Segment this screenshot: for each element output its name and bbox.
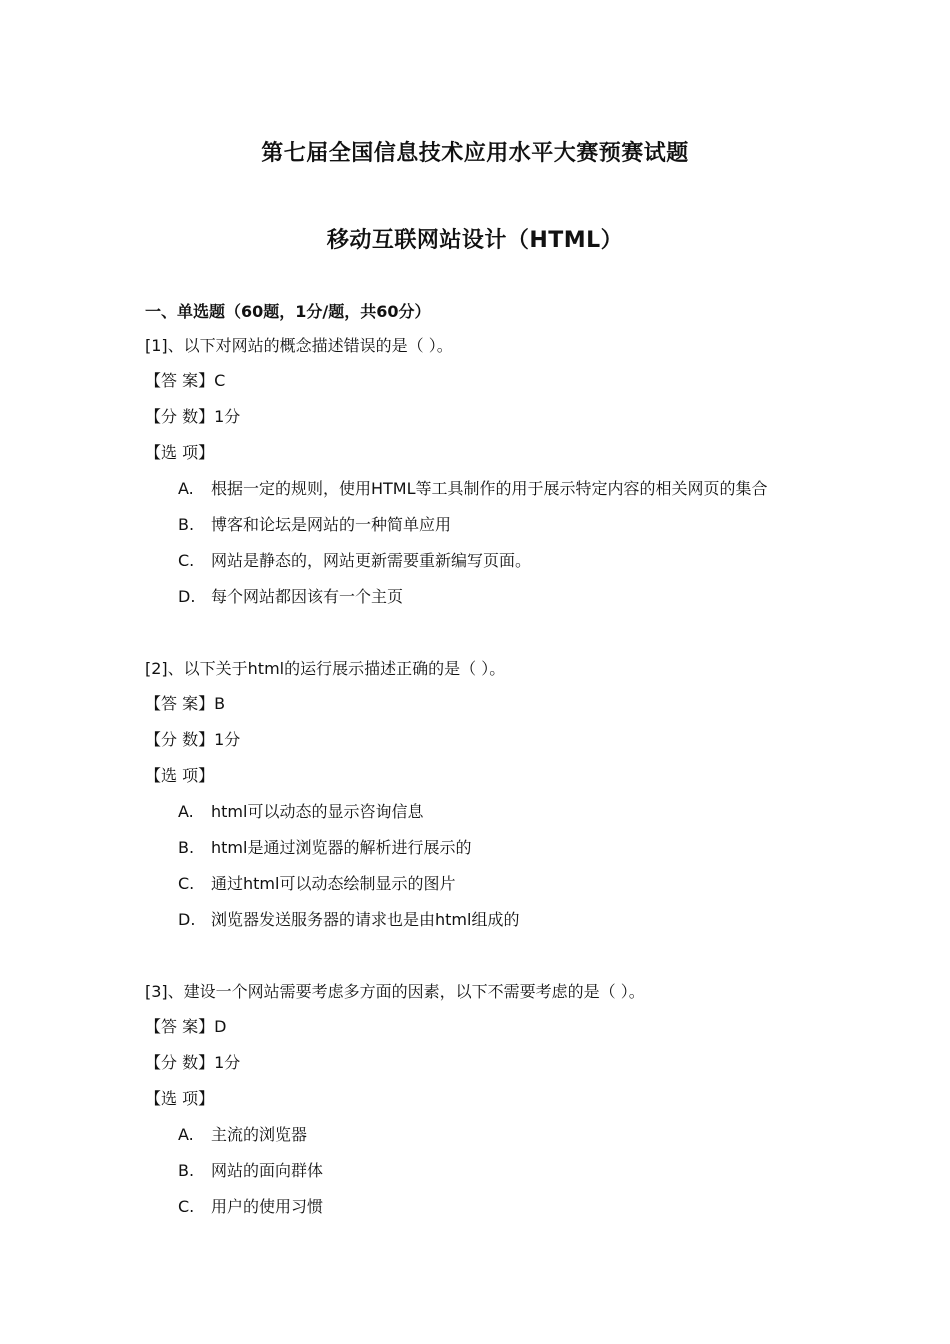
- option-letter: C.: [178, 874, 195, 893]
- section-heading: 一、单选题（60题，1分/题，共60分）: [145, 302, 431, 321]
- option-text: html是通过浏览器的解析进行展示的: [211, 838, 472, 857]
- option-letter: B.: [178, 1161, 195, 1180]
- option-text: 网站的面向群体: [211, 1161, 324, 1180]
- document-subtitle: 移动互联网站设计（HTML）: [326, 228, 624, 253]
- option-text: 每个网站都因该有一个主页: [211, 587, 404, 606]
- score-line: 【分 数】1分: [145, 407, 241, 426]
- option-letter: A.: [178, 479, 194, 498]
- option-text: 根据一定的规则，使用HTML等工具制作的用于展示特定内容的相关网页的集合: [211, 479, 768, 498]
- option-text: 博客和论坛是网站的一种简单应用: [211, 515, 452, 534]
- option-text: 网站是静态的，网站更新需要重新编写页面。: [211, 551, 532, 570]
- answer-line: 【答 案】B: [145, 694, 226, 713]
- option-letter: D.: [178, 587, 196, 606]
- option-letter: C.: [178, 551, 195, 570]
- options-label: 【选 项】: [145, 1089, 215, 1108]
- answer-line: 【答 案】D: [145, 1017, 227, 1036]
- option-text: html可以动态的显示咨询信息: [211, 802, 424, 821]
- option-letter: B.: [178, 838, 195, 857]
- option-text: 浏览器发送服务器的请求也是由html组成的: [211, 910, 520, 929]
- options-label: 【选 项】: [145, 766, 215, 785]
- option-text: 通过html可以动态绘制显示的图片: [211, 874, 456, 893]
- answer-line: 【答 案】C: [145, 371, 226, 390]
- question-stem: [2]、以下关于html的运行展示描述正确的是（ ）。: [145, 659, 506, 678]
- option-letter: A.: [178, 802, 194, 821]
- document-title: 第七届全国信息技术应用水平大赛预赛试题: [261, 141, 689, 166]
- option-letter: D.: [178, 910, 196, 929]
- score-line: 【分 数】1分: [145, 730, 241, 749]
- option-text: 用户的使用习惯: [211, 1197, 324, 1216]
- option-letter: B.: [178, 515, 195, 534]
- options-label: 【选 项】: [145, 443, 215, 462]
- question-stem: [3]、建设一个网站需要考虑多方面的因素，以下不需要考虑的是（ ）。: [145, 982, 645, 1001]
- score-line: 【分 数】1分: [145, 1053, 241, 1072]
- option-letter: A.: [178, 1125, 194, 1144]
- question-stem: [1]、以下对网站的概念描述错误的是（ ）。: [145, 336, 453, 355]
- option-text: 主流的浏览器: [211, 1125, 308, 1144]
- option-letter: C.: [178, 1197, 195, 1216]
